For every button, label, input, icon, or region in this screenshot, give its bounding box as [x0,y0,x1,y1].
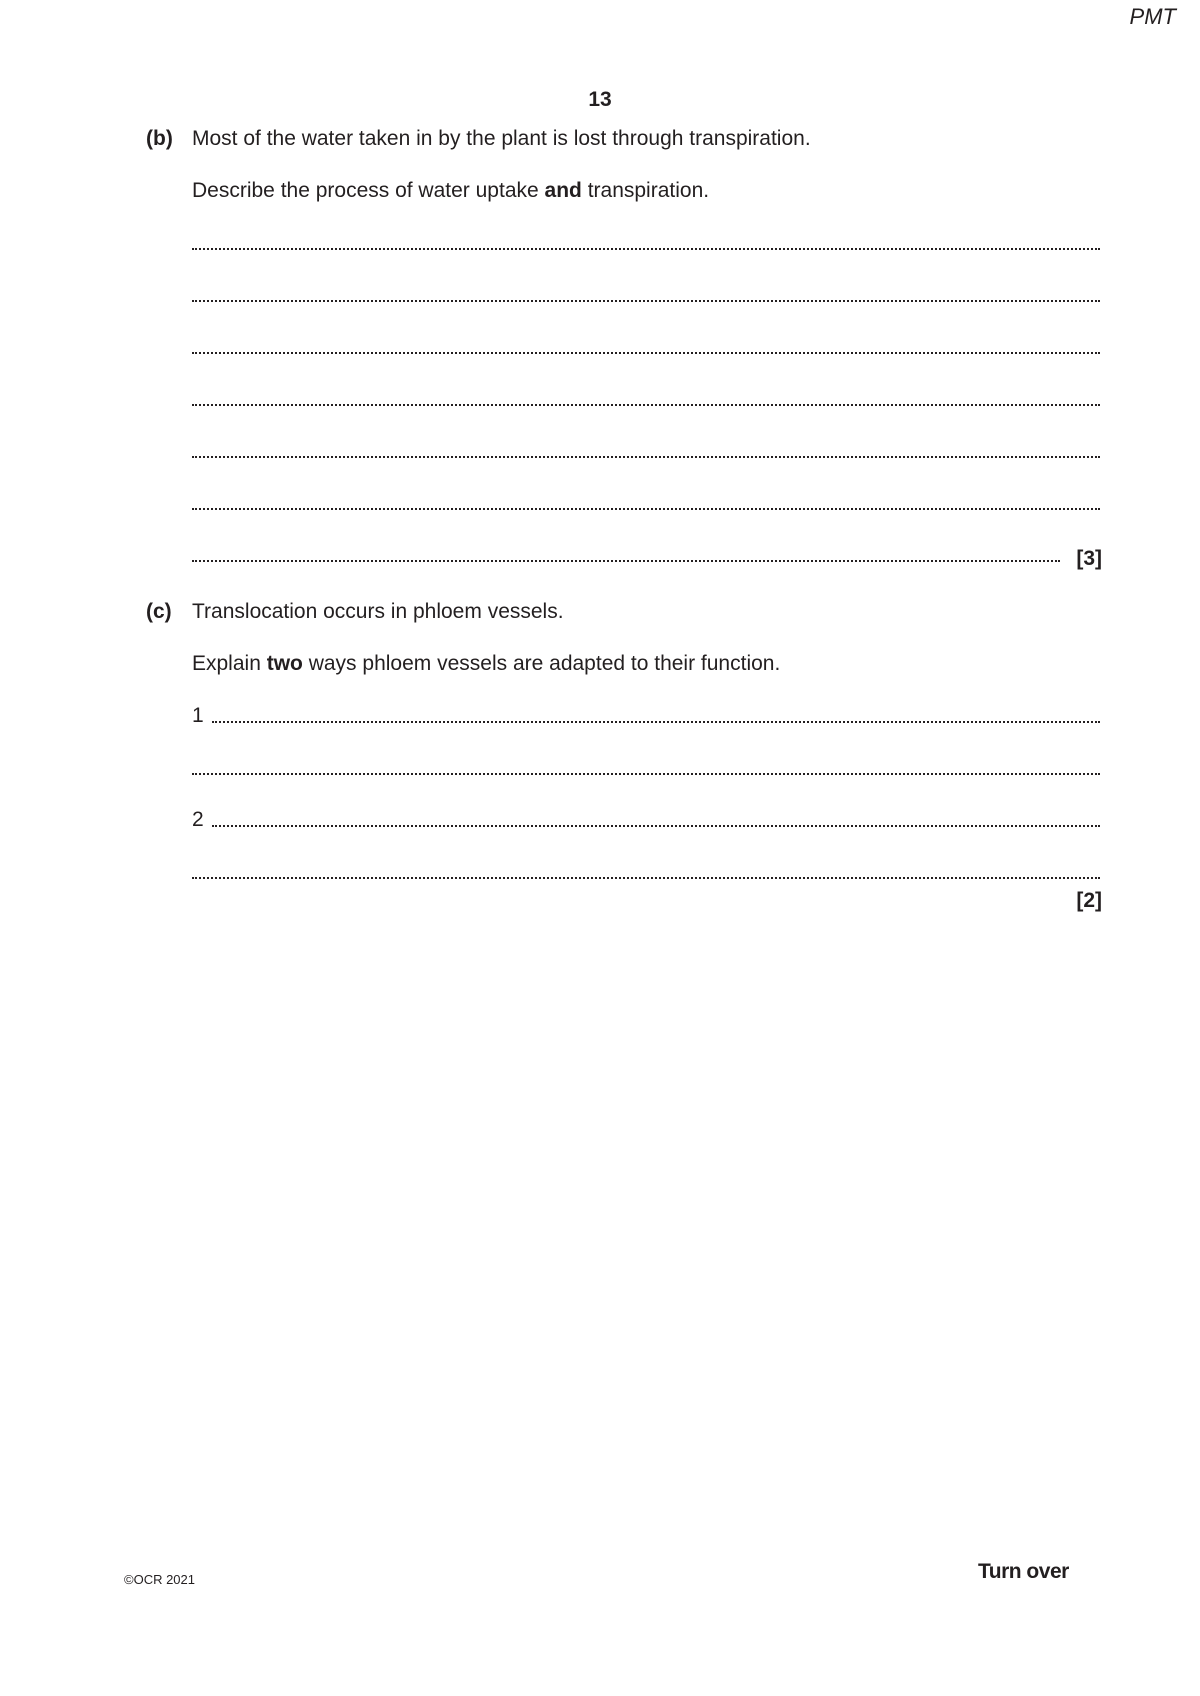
part-b-answer-line-3[interactable] [192,352,1100,354]
part-b-answer-line-1[interactable] [192,248,1100,250]
part-c-instruction-before: Explain [192,652,267,675]
part-c-answer-2-number: 2 [192,808,204,831]
part-c-stem: Translocation occurs in phloem vessels. [192,600,564,623]
page-number: 13 [588,88,612,111]
part-b-instruction-bold: and [544,179,582,202]
pmt-watermark: PMT [1129,4,1176,29]
part-b-marks: [3] [1076,547,1102,570]
part-b-instruction-after: transpiration. [581,179,710,202]
part-b-answer-line-5[interactable] [192,456,1100,458]
copyright-notice: ©OCR 2021 [124,1572,195,1587]
part-b-instruction [192,179,709,203]
part-b-answer-line-2[interactable] [192,300,1100,302]
part-c-instruction-after: ways phloem vessels are adapted to their function. [302,652,781,675]
part-c-answer-1-number: 1 [192,704,204,727]
part-c-answer-2-line-1[interactable] [212,825,1100,827]
part-c-answer-1-line-2[interactable] [192,773,1100,775]
part-c-instruction [192,652,780,676]
part-b-instruction-before: Describe the process of water uptake [192,179,545,202]
part-c-answer-2-line-2[interactable] [192,877,1100,879]
part-c-marks: [2] [1076,889,1102,912]
part-b-stem: Most of the water taken in by the plant is lost through transpiration. [192,127,811,150]
part-b-answer-line-4[interactable] [192,404,1100,406]
part-b-answer-line-7[interactable] [192,560,1060,562]
part-b-label: (b) [146,127,173,150]
part-c-instruction-bold: two [266,652,303,675]
part-b-answer-line-6[interactable] [192,508,1100,510]
part-c-label: (c) [146,600,172,623]
turn-over-label: Turn over [978,1560,1069,1583]
part-c-answer-1-line-1[interactable] [212,721,1100,723]
